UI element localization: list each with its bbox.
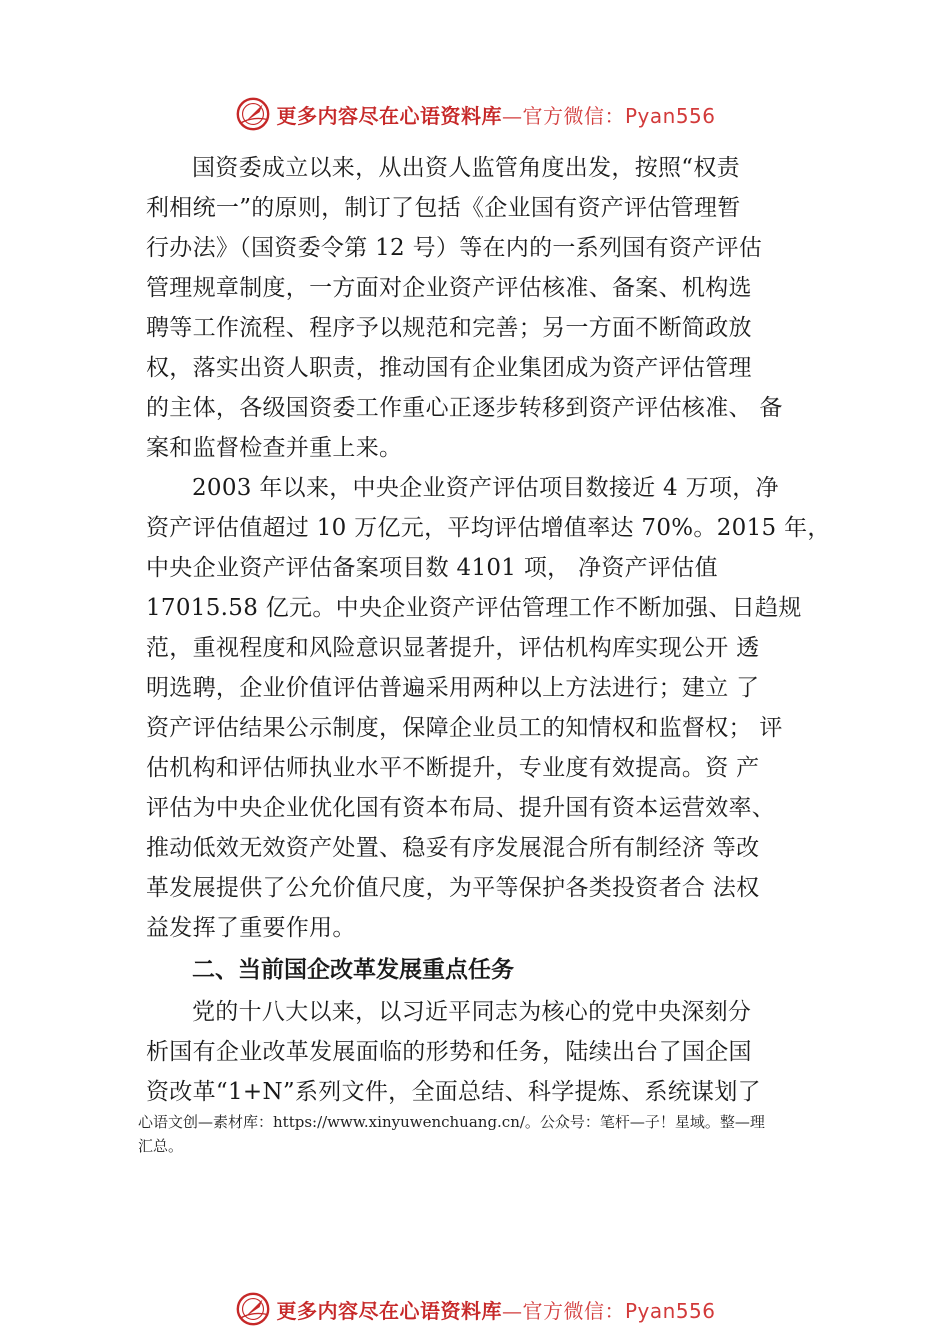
footnote-line: 心语文创—素材库：https://www.xinyuwenchuang.cn/。公众号：笔杆—子！星域。整—理: [138, 1113, 765, 1131]
paragraph-3: 党的十八大以来，以习近平同志为核心的党中央深刻分 析国有企业改革发展面临的形势和任务，陆续出台了国企国 资改革“1+N”系列文件，全面总结、科学提炼、系统谋划了: [146, 999, 761, 1105]
banner-text: 更多内容尽在心语资料库—官方微信：Pyan556: [276, 1298, 716, 1323]
document-body: [146, 148, 836, 1112]
quill-logo-icon: [234, 1290, 272, 1328]
paragraph-1: 国资委成立以来，从出资人监管角度出发，按照“权责 利相统一”的原则，制订了包括《企业国有资产评估管理暂 行办法》（国资委令第 12 号）等在内的一系列国有资产评估 管理规章制度，一方面对企业资产评估核准、备案、机构选 聘等工作流程、程序予以规范和完善；另一方面不断简政放 权，落实出资人职责，推动国有企业集团成为资产评估管理 的主体，各级国资委工作重心正逐步转移到资产评估核准、 备 案和监督检查并重上来。: [146, 155, 783, 461]
section-heading: 二、当前国企改革发展重点任务: [192, 957, 514, 983]
footnote-line: 汇总。: [138, 1137, 184, 1155]
header-banner: [0, 92, 950, 136]
footer-banner: [0, 1287, 950, 1331]
banner-text: 更多内容尽在心语资料库—官方微信：Pyan556: [276, 103, 716, 128]
quill-logo-icon: [234, 95, 272, 133]
paragraph-2: 2003 年以来，中央企业资产评估项目数接近 4 万项，净 资产评估值超过 10 万亿元，平均评估增值率达 70%。2015 年， 中央企业资产评估备案项目数 4101 项， 净资产评估值 17015.58 亿元。中央企业资产评估管理工作不断加强、日趋规 范，重视程度和风险意识显著提升，评估机构库实现公开 透 明选聘，企业价值评估普遍采用两种以上方法进行；建立 了 资产评估结果公示制度，保障企业员工的知情权和监督权； 评 估机构和评估师执业水平不断提升，专业度有效提高。资 产 评估为中央企业优化国有资本布局、提升国有资本运营效率、 推动低效无效资产处置、稳妥有序发展混合所有制经济 等改 革发展提供了公允价值尺度，为平等保护各类投资者合 法权 益发挥了重要作用。: [146, 475, 831, 941]
source-footnote: [138, 1110, 848, 1158]
